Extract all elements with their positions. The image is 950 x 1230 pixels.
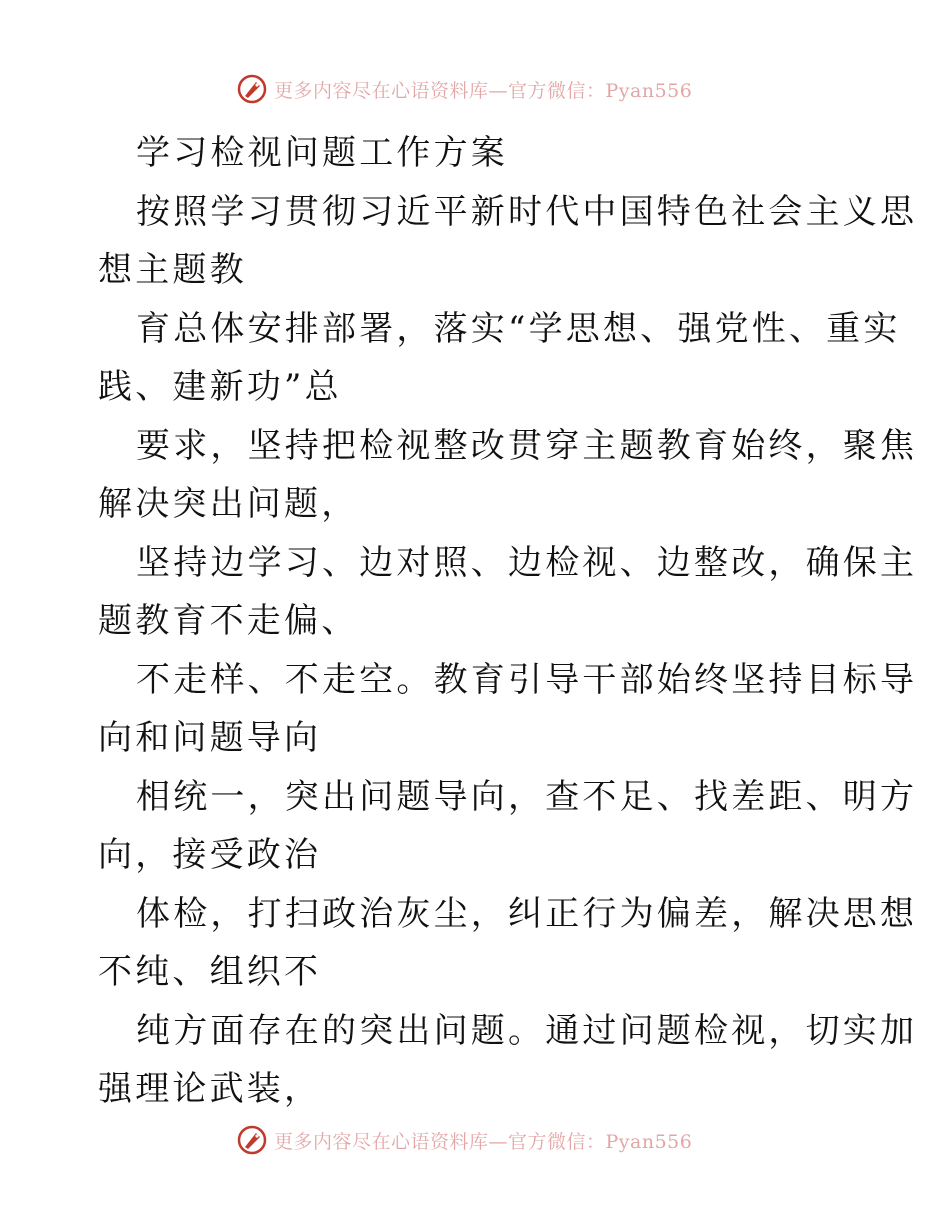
text-line: 要求，坚持把检视整改贯穿主题教育始终，聚焦 [136,425,918,466]
text-line: 按照学习贯彻习近平新时代中国特色社会主义思 [136,191,918,232]
footer-watermark [236,1123,692,1157]
text-line: 不走样、不走空。教育引导干部始终坚持目标导 [136,659,918,700]
text-line: 不纯、组织不 [98,952,322,992]
text-line: 坚持边学习、边对照、边检视、边整改，确保主 [136,542,918,583]
text-line: 向，接受政治 [98,835,322,875]
text-line: 育总体安排部署，落实“学思想、强党性、重实 [136,308,901,349]
header-watermark [236,72,692,106]
text-line: 想主题教 [98,250,247,290]
text-line: 强理论武装， [98,1069,322,1109]
doc-title: 学习检视问题工作方案 [136,133,508,173]
watermark-text: 更多内容尽在心语资料库—官方微信：Pyan556 [274,1130,693,1153]
text-line: 体检，打扫政治灰尘，纠正行为偏差，解决思想 [136,893,918,934]
document-body [98,124,918,1119]
text-line: 向和问题导向 [98,718,322,758]
text-line: 纯方面存在的突出问题。通过问题检视，切实加 [136,1010,918,1051]
text-line: 解决突出问题， [98,484,359,524]
pen-nib-logo-icon [236,1124,268,1156]
pen-nib-logo-icon [236,73,268,105]
text-line: 践、建新功”总 [98,367,342,407]
text-line: 题教育不走偏、 [98,601,359,641]
text-line: 相统一，突出问题导向，查不足、找差距、明方 [136,776,918,817]
watermark-text: 更多内容尽在心语资料库—官方微信：Pyan556 [274,79,693,102]
